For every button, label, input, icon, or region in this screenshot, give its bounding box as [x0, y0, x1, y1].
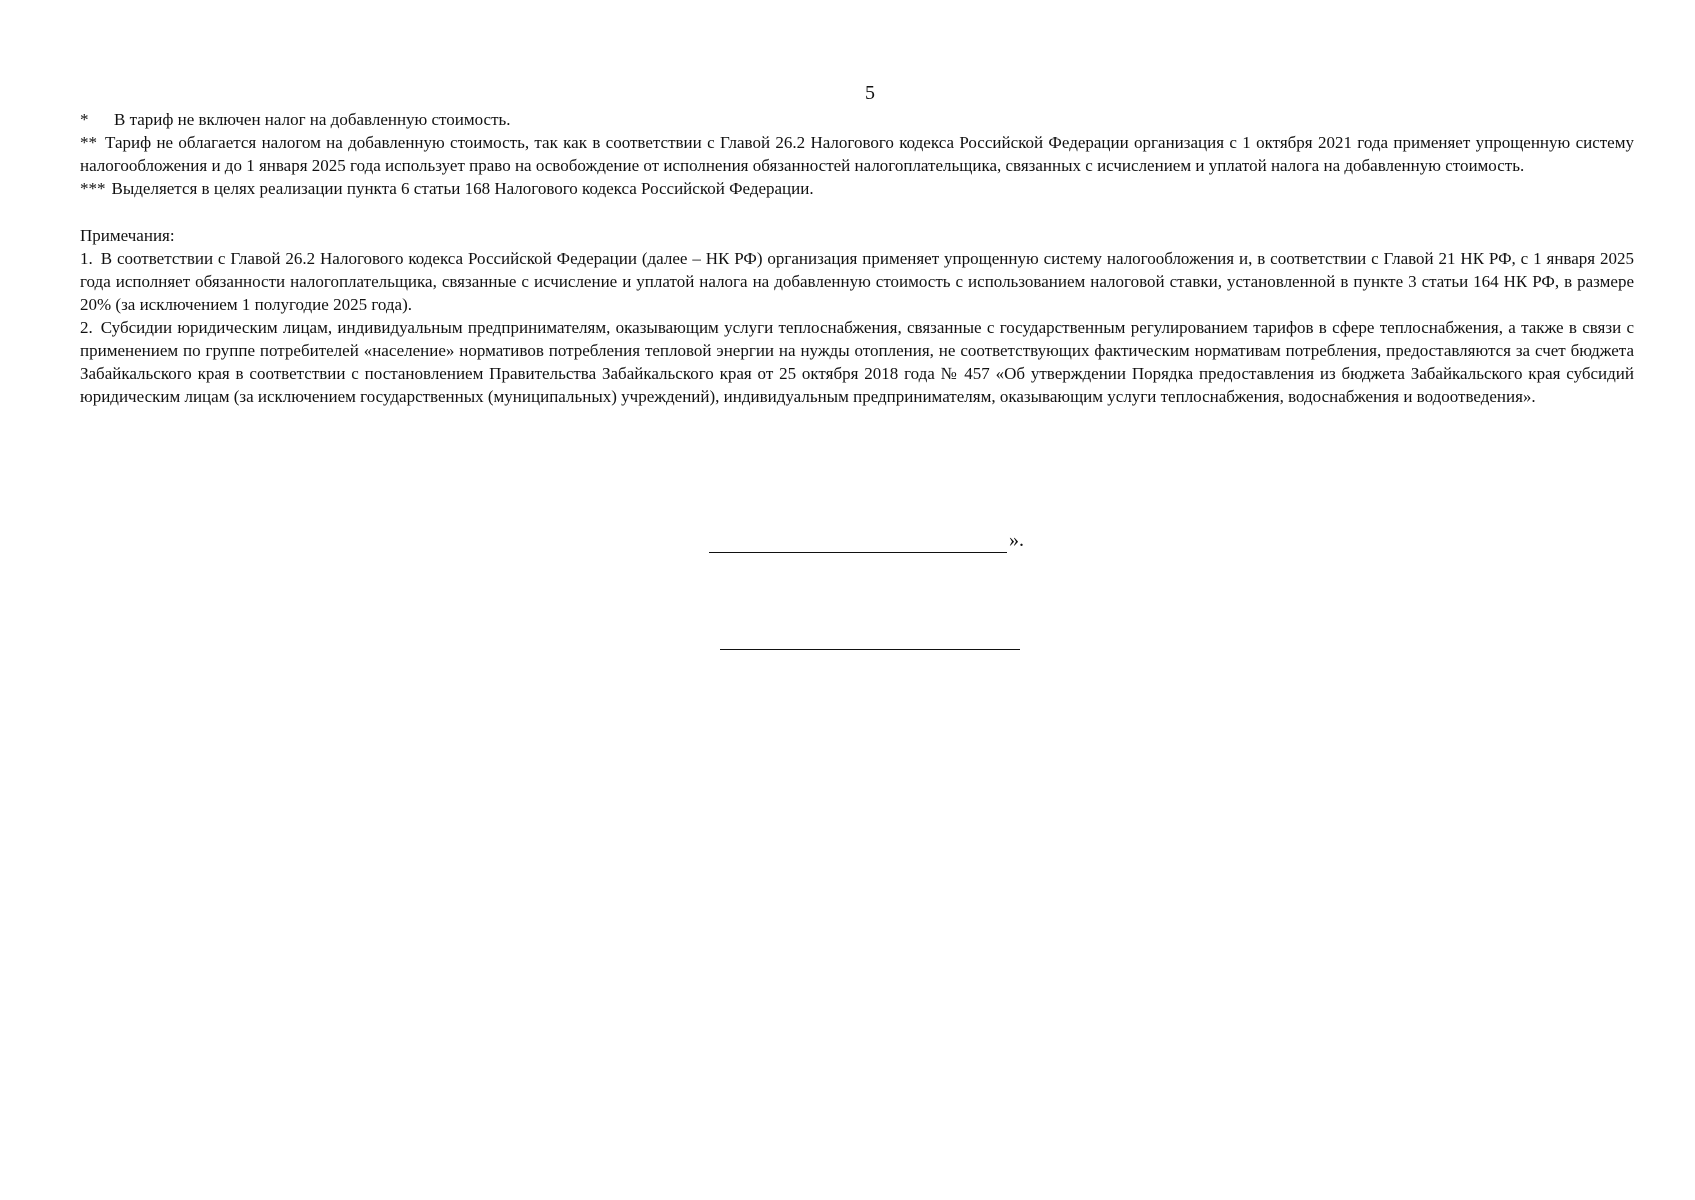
- document-body: [80, 108, 1634, 408]
- note-1: [80, 247, 1634, 316]
- closing-quote-mark: ».: [1009, 529, 1024, 551]
- note-text: Субсидии юридическим лицам, индивидуальным предпринимателям, оказывающим услуги теплоснабжения, связанные с государственным регулированием тарифов в сфере теплоснабжения, а также в связи с применением по группе потребителей «население» нормативов потребления тепловой энергии на нужды отопления, не соответствующих фактическим нормативам потребления, предоставляются за счет бюджета Забайкальского края в соответствии с постановлением Правительства Забайкальского края от 25 октября 2018 года № 457 «Об утверждении Порядка предоставления из бюджета Забайкальского края субсидий юридическим лицам (за исключением государственных (муниципальных) учреждений), индивидуальным предпринимателям, оказывающим услуги теплоснабжения, водоснабжения и водоотведения».: [80, 318, 1634, 406]
- note-number: 1.: [80, 249, 93, 268]
- note-number: 2.: [80, 318, 93, 337]
- closing-line: [709, 526, 1024, 553]
- footnote-text: В тариф не включен налог на добавленную стоимость.: [114, 110, 511, 129]
- footnote-text: Выделяется в целях реализации пункта 6 статьи 168 Налогового кодекса Российской Федерации.: [111, 179, 814, 198]
- footnote-2: [80, 131, 1634, 177]
- footnote-1: [80, 108, 1634, 131]
- footnote-mark: ***: [80, 179, 106, 198]
- signature-rule: [709, 526, 1007, 553]
- notes-title: Примечания:: [80, 226, 175, 245]
- footnote-text: Тариф не облагается налогом на добавленную стоимость, так как в соответствии с Главой 26.2 Налогового кодекса Российской Федерации организация с 1 октября 2021 года применяет упрощенную систему налогообложения и до 1 января 2025 года использует право на освобождение от исполнения обязанностей налогоплательщика, связанных с исчислением и уплатой налога на добавленную стоимость.: [80, 133, 1634, 175]
- end-rule: [720, 649, 1020, 650]
- footnote-mark: *: [80, 110, 89, 129]
- note-2: [80, 316, 1634, 408]
- footnote-3: [80, 177, 1634, 200]
- note-text: В соответствии с Главой 26.2 Налогового кодекса Российской Федерации (далее – НК РФ) организация применяет упрощенную систему налогообложения и, в соответствии с Главой 21 НК РФ, с 1 января 2025 года исполняет обязанности налогоплательщика, связанные с исчисление и уплатой налога на добавленную стоимость с использованием налоговой ставки, установленной в пункте 3 статьи 164 НК РФ, в размере 20% (за исключением 1 полугодие 2025 года).: [80, 249, 1634, 314]
- spacer: [80, 200, 1634, 224]
- footnote-mark: **: [80, 133, 97, 152]
- page-number: 5: [865, 82, 875, 104]
